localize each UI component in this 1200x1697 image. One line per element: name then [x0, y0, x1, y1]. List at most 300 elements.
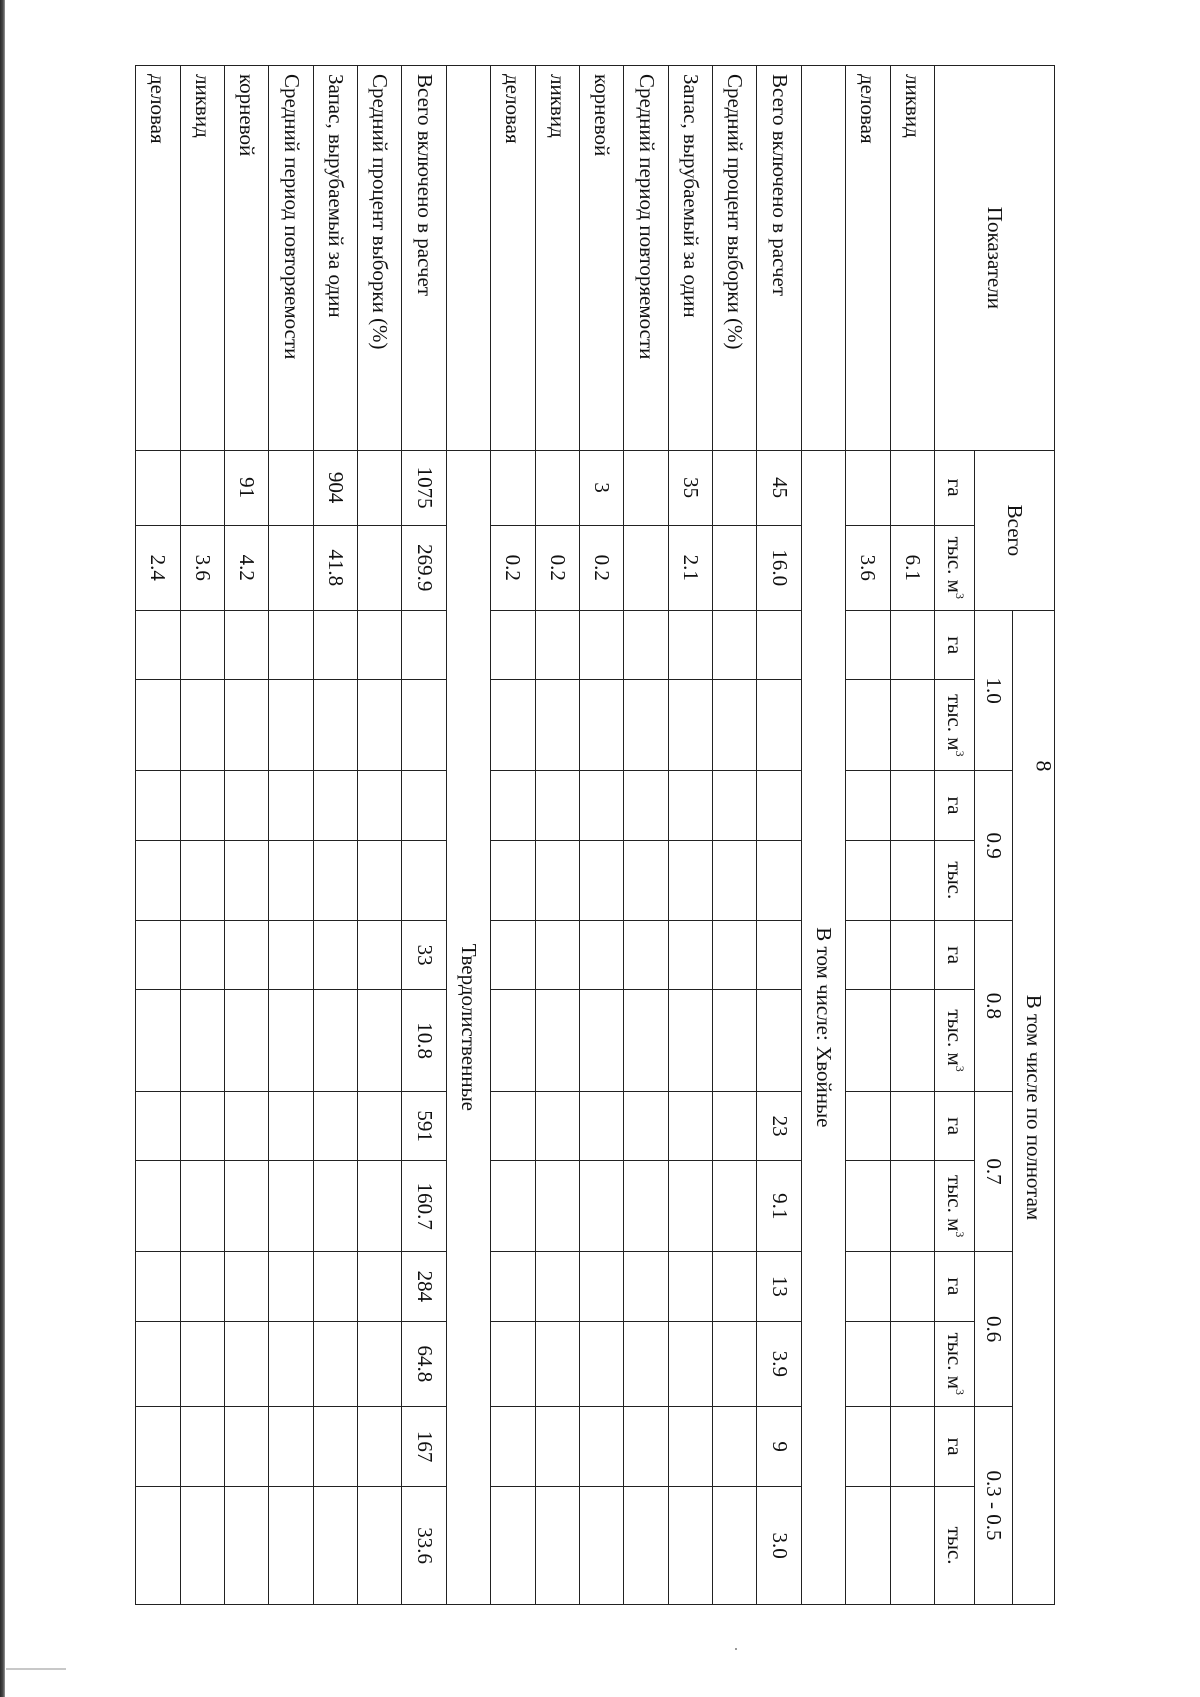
value-cell: 4.2 — [225, 525, 269, 610]
corner-mark — [6, 1668, 66, 1670]
value-cell — [313, 611, 357, 680]
value-cell: 167 — [402, 1407, 446, 1487]
row-label: деловая — [491, 66, 535, 451]
value-cell — [624, 1321, 668, 1406]
value-cell — [624, 1407, 668, 1487]
row-label: деловая — [846, 66, 890, 451]
value-cell — [313, 1252, 357, 1321]
value-cell — [713, 990, 757, 1092]
value-cell — [890, 1407, 934, 1487]
value-cell — [713, 1321, 757, 1406]
value-cell — [846, 1161, 890, 1252]
table-row — [180, 66, 224, 1605]
table-row — [890, 66, 934, 1605]
value-cell — [491, 680, 535, 771]
unit-ha: га — [935, 920, 975, 989]
table-row — [580, 66, 624, 1605]
value-cell — [358, 1487, 402, 1605]
table-row — [225, 66, 269, 1605]
unit-m3-text: тыс. м — [943, 1332, 968, 1390]
value-cell: 904 — [313, 450, 357, 525]
value-cell — [713, 840, 757, 920]
value-cell — [136, 840, 181, 920]
value-cell — [358, 1161, 402, 1252]
row-label: Средний процент выборки (%) — [358, 66, 402, 451]
value-cell — [136, 920, 181, 989]
value-cell — [491, 1487, 535, 1605]
value-cell — [890, 990, 934, 1092]
value-cell: 13 — [757, 1252, 801, 1321]
value-cell: 284 — [402, 1252, 446, 1321]
row-label: Запас, вырубаемый за один — [313, 66, 357, 451]
value-cell — [535, 1487, 579, 1605]
value-cell — [890, 771, 934, 840]
row-label: ликвид — [890, 66, 934, 451]
value-cell — [269, 450, 313, 525]
value-cell — [535, 680, 579, 771]
value-cell — [890, 1321, 934, 1406]
value-cell — [535, 1321, 579, 1406]
value-cell — [713, 525, 757, 610]
value-cell — [624, 990, 668, 1092]
table-row — [358, 66, 402, 1605]
value-cell: 269.9 — [402, 525, 446, 610]
unit-m3-sup: 3 — [953, 1065, 968, 1072]
value-cell: 3.6 — [180, 525, 224, 610]
value-cell — [580, 920, 624, 989]
section-blank-cell — [446, 66, 490, 451]
value-cell: 3.9 — [757, 1321, 801, 1406]
value-cell — [136, 990, 181, 1092]
value-cell — [624, 611, 668, 680]
value-cell — [580, 1321, 624, 1406]
value-cell — [313, 1321, 357, 1406]
value-cell — [136, 611, 181, 680]
value-cell — [580, 611, 624, 680]
value-cell — [535, 1407, 579, 1487]
value-cell: 6.1 — [890, 525, 934, 610]
value-cell — [180, 611, 224, 680]
value-cell — [269, 1091, 313, 1160]
unit-m3 — [935, 680, 975, 771]
value-cell — [846, 990, 890, 1092]
value-cell — [713, 680, 757, 771]
value-cell — [846, 771, 890, 840]
value-cell — [225, 771, 269, 840]
value-cell — [180, 680, 224, 771]
density-header: 0.7 — [975, 1091, 1013, 1251]
value-cell: 64.8 — [402, 1321, 446, 1406]
value-cell — [535, 450, 579, 525]
value-cell — [624, 1161, 668, 1252]
value-cell — [269, 611, 313, 680]
value-cell — [269, 771, 313, 840]
unit-m3-sup: 3 — [953, 1389, 968, 1396]
value-cell — [890, 1252, 934, 1321]
unit-ha: га — [935, 1407, 975, 1487]
value-cell — [668, 920, 712, 989]
value-cell — [358, 840, 402, 920]
value-cell — [757, 840, 801, 920]
value-cell — [890, 1091, 934, 1160]
section-title: В том числе: Хвойные — [801, 450, 845, 1604]
value-cell — [358, 1252, 402, 1321]
value-cell — [491, 920, 535, 989]
value-cell: 41.8 — [313, 525, 357, 610]
value-cell — [180, 1252, 224, 1321]
value-cell — [180, 1407, 224, 1487]
table-row — [757, 66, 801, 1605]
unit-ha: га — [935, 611, 975, 680]
value-cell — [491, 450, 535, 525]
table-row — [491, 66, 535, 1605]
value-cell — [402, 680, 446, 771]
value-cell — [535, 611, 579, 680]
value-cell — [624, 1091, 668, 1160]
row-label: Средний процент выборки (%) — [713, 66, 757, 451]
value-cell: 16.0 — [757, 525, 801, 610]
binding-edge — [0, 0, 5, 1697]
density-header: 1.0 — [975, 611, 1013, 771]
row-label: ликвид — [535, 66, 579, 451]
row-label: Запас, вырубаемый за один — [668, 66, 712, 451]
value-cell — [136, 1487, 181, 1605]
unit-m3-sup: 3 — [953, 592, 968, 599]
value-cell: 33 — [402, 920, 446, 989]
value-cell — [890, 1161, 934, 1252]
value-cell — [535, 1252, 579, 1321]
value-cell — [180, 1487, 224, 1605]
table-row — [713, 66, 757, 1605]
row-label: корневой — [580, 66, 624, 451]
value-cell — [624, 920, 668, 989]
density-header: 0.3 - 0.5 — [975, 1407, 1013, 1605]
value-cell: 9 — [757, 1407, 801, 1487]
value-cell — [890, 450, 934, 525]
value-cell — [358, 920, 402, 989]
value-cell — [313, 990, 357, 1092]
table-header — [935, 66, 1055, 1605]
value-cell — [358, 1091, 402, 1160]
value-cell — [580, 1487, 624, 1605]
value-cell — [713, 1252, 757, 1321]
value-cell — [846, 1321, 890, 1406]
value-cell — [180, 771, 224, 840]
value-cell — [535, 990, 579, 1092]
value-cell — [757, 771, 801, 840]
value-cell — [225, 611, 269, 680]
unit-m3 — [935, 525, 975, 610]
unit-m3 — [935, 1161, 975, 1252]
unit-m3-sup: 3 — [953, 1231, 968, 1238]
value-cell — [757, 920, 801, 989]
value-cell — [668, 1091, 712, 1160]
value-cell — [358, 611, 402, 680]
value-cell — [580, 1161, 624, 1252]
unit-m3-text: тыс. м — [943, 1009, 968, 1066]
unit-ha: га — [935, 771, 975, 840]
value-cell: 10.8 — [402, 990, 446, 1092]
value-cell — [624, 771, 668, 840]
value-cell — [269, 1321, 313, 1406]
value-cell — [624, 680, 668, 771]
table-row — [535, 66, 579, 1605]
value-cell — [890, 920, 934, 989]
table-body — [136, 66, 935, 1605]
value-cell — [313, 1091, 357, 1160]
value-cell — [535, 1091, 579, 1160]
value-cell — [668, 990, 712, 1092]
value-cell — [491, 1252, 535, 1321]
value-cell — [668, 1487, 712, 1605]
value-cell — [358, 1407, 402, 1487]
value-cell — [668, 1252, 712, 1321]
row-label: корневой — [225, 66, 269, 451]
value-cell: 45 — [757, 450, 801, 525]
value-cell: 23 — [757, 1091, 801, 1160]
page-number: 8 — [1031, 760, 1057, 772]
value-cell — [713, 1487, 757, 1605]
value-cell — [491, 611, 535, 680]
value-cell — [713, 920, 757, 989]
value-cell — [225, 680, 269, 771]
density-header: 0.8 — [975, 920, 1013, 1091]
value-cell: 3.0 — [757, 1487, 801, 1605]
value-cell — [491, 1091, 535, 1160]
row-label: Средний период повторяемости — [624, 66, 668, 451]
value-cell — [313, 1487, 357, 1605]
value-cell — [269, 525, 313, 610]
value-cell — [713, 611, 757, 680]
unit-m3-text: тыс. м — [943, 694, 968, 751]
header-by-density: В том числе по полнотам — [1013, 611, 1055, 1605]
value-cell — [668, 611, 712, 680]
value-cell: 33.6 — [402, 1487, 446, 1605]
value-cell — [535, 840, 579, 920]
value-cell — [269, 1487, 313, 1605]
value-cell — [313, 920, 357, 989]
scan-speck — [735, 1648, 737, 1650]
value-cell — [491, 990, 535, 1092]
value-cell — [580, 1407, 624, 1487]
unit-m3-text: тыс. м — [943, 536, 968, 593]
value-cell: 160.7 — [402, 1161, 446, 1252]
value-cell — [491, 1161, 535, 1252]
density-header: 0.9 — [975, 771, 1013, 921]
value-cell: 9.1 — [757, 1161, 801, 1252]
value-cell — [580, 990, 624, 1092]
value-cell — [180, 990, 224, 1092]
unit-thous: тыс. — [935, 840, 975, 920]
value-cell — [225, 840, 269, 920]
value-cell — [713, 771, 757, 840]
value-cell — [491, 1407, 535, 1487]
value-cell — [136, 680, 181, 771]
value-cell — [713, 1091, 757, 1160]
row-label: Всего включено в расчет — [402, 66, 446, 451]
header-total: Всего — [975, 450, 1055, 610]
value-cell — [358, 990, 402, 1092]
value-cell — [757, 990, 801, 1092]
value-cell — [225, 1407, 269, 1487]
value-cell — [136, 450, 181, 525]
value-cell — [624, 450, 668, 525]
value-cell — [225, 1091, 269, 1160]
table-row — [624, 66, 668, 1605]
value-cell — [890, 680, 934, 771]
value-cell — [269, 1252, 313, 1321]
unit-thous: тыс. — [935, 1487, 975, 1605]
value-cell: 2.1 — [668, 525, 712, 610]
value-cell — [180, 920, 224, 989]
value-cell — [225, 1487, 269, 1605]
value-cell: 3 — [580, 450, 624, 525]
value-cell — [668, 680, 712, 771]
value-cell — [491, 840, 535, 920]
value-cell — [668, 771, 712, 840]
value-cell — [225, 1161, 269, 1252]
table-row — [136, 66, 181, 1605]
value-cell: 0.2 — [580, 525, 624, 610]
value-cell — [136, 1407, 181, 1487]
value-cell — [402, 840, 446, 920]
value-cell — [668, 840, 712, 920]
value-cell — [535, 771, 579, 840]
value-cell — [269, 840, 313, 920]
value-cell — [358, 1321, 402, 1406]
value-cell — [136, 771, 181, 840]
value-cell — [313, 680, 357, 771]
table-row — [269, 66, 313, 1605]
header-indicator: Показатели — [935, 66, 1055, 451]
value-cell — [668, 1321, 712, 1406]
row-label: ликвид — [180, 66, 224, 451]
value-cell — [624, 840, 668, 920]
value-cell — [846, 840, 890, 920]
section-row — [801, 66, 845, 1605]
value-cell — [580, 1252, 624, 1321]
value-cell — [180, 1321, 224, 1406]
value-cell — [846, 1407, 890, 1487]
table-row — [846, 66, 890, 1605]
value-cell — [269, 1161, 313, 1252]
value-cell — [269, 920, 313, 989]
value-cell — [358, 771, 402, 840]
value-cell — [313, 1407, 357, 1487]
value-cell — [269, 680, 313, 771]
unit-ha: га — [935, 450, 975, 525]
value-cell: 91 — [225, 450, 269, 525]
value-cell — [225, 1321, 269, 1406]
value-cell — [846, 920, 890, 989]
value-cell — [313, 771, 357, 840]
value-cell — [624, 1487, 668, 1605]
value-cell — [136, 1161, 181, 1252]
value-cell — [757, 611, 801, 680]
value-cell — [846, 450, 890, 525]
row-label: Всего включено в расчет — [757, 66, 801, 451]
value-cell: 0.2 — [535, 525, 579, 610]
value-cell — [713, 450, 757, 525]
value-cell — [890, 611, 934, 680]
value-cell — [225, 990, 269, 1092]
value-cell: 35 — [668, 450, 712, 525]
density-table — [135, 65, 1055, 1605]
table-row — [668, 66, 712, 1605]
density-header: 0.6 — [975, 1252, 1013, 1407]
value-cell — [180, 840, 224, 920]
value-cell — [890, 1487, 934, 1605]
section-blank-cell — [801, 66, 845, 451]
value-cell — [624, 525, 668, 610]
value-cell — [846, 1252, 890, 1321]
section-title: Твердолиственные — [446, 450, 490, 1604]
value-cell — [225, 920, 269, 989]
value-cell: 1075 — [402, 450, 446, 525]
value-cell — [846, 611, 890, 680]
value-cell — [358, 450, 402, 525]
row-label: Средний период повторяемости — [269, 66, 313, 451]
value-cell — [580, 1091, 624, 1160]
value-cell — [757, 680, 801, 771]
value-cell: 591 — [402, 1091, 446, 1160]
value-cell — [313, 1161, 357, 1252]
value-cell — [668, 1161, 712, 1252]
table-row — [313, 66, 357, 1605]
value-cell — [313, 840, 357, 920]
value-cell — [535, 1161, 579, 1252]
value-cell — [491, 1321, 535, 1406]
value-cell — [846, 1487, 890, 1605]
value-cell: 3.6 — [846, 525, 890, 610]
value-cell — [580, 771, 624, 840]
unit-m3-text: тыс. м — [943, 1175, 968, 1232]
unit-ha: га — [935, 1091, 975, 1160]
value-cell — [225, 1252, 269, 1321]
value-cell: 2.4 — [136, 525, 181, 610]
unit-m3-sup: 3 — [953, 750, 968, 757]
rotated-table-sheet — [135, 65, 1055, 1605]
value-cell — [668, 1407, 712, 1487]
value-cell — [358, 680, 402, 771]
unit-m3 — [935, 1321, 975, 1406]
value-cell — [846, 680, 890, 771]
value-cell — [358, 525, 402, 610]
section-row — [446, 66, 490, 1605]
value-cell — [846, 1091, 890, 1160]
value-cell — [713, 1161, 757, 1252]
value-cell — [180, 1091, 224, 1160]
value-cell — [535, 920, 579, 989]
unit-m3 — [935, 990, 975, 1092]
value-cell — [180, 450, 224, 525]
value-cell — [491, 771, 535, 840]
unit-ha: га — [935, 1252, 975, 1321]
value-cell: 0.2 — [491, 525, 535, 610]
value-cell — [136, 1321, 181, 1406]
value-cell — [402, 611, 446, 680]
value-cell — [890, 840, 934, 920]
value-cell — [136, 1252, 181, 1321]
value-cell — [580, 680, 624, 771]
value-cell — [180, 1161, 224, 1252]
row-label: деловая — [136, 66, 181, 451]
value-cell — [136, 1091, 181, 1160]
value-cell — [713, 1407, 757, 1487]
value-cell — [402, 771, 446, 840]
value-cell — [269, 990, 313, 1092]
value-cell — [580, 840, 624, 920]
